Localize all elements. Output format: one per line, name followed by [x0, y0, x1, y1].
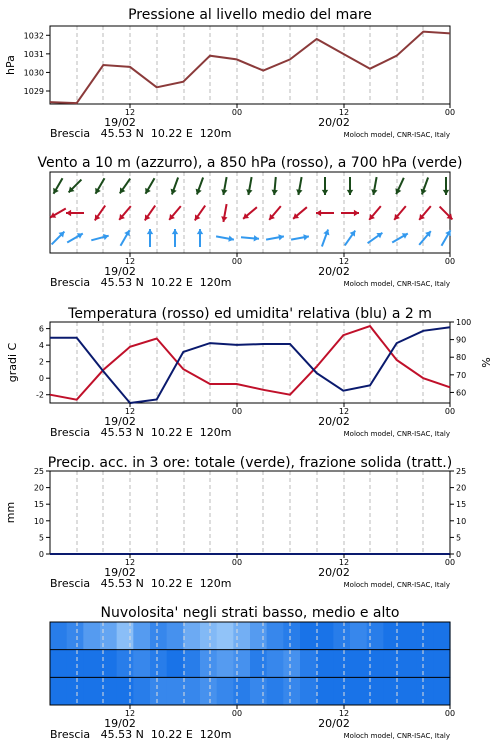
- x-tick-label: 12: [124, 108, 136, 117]
- cloud-cell: [400, 650, 417, 678]
- wind-arrow: [345, 231, 355, 246]
- cloud-cell: [167, 677, 184, 705]
- wind-arrow: [392, 233, 408, 242]
- y-tick-label: 4: [38, 341, 44, 351]
- wind-arrow: [322, 177, 328, 195]
- cloud-cell: [300, 622, 317, 650]
- credit-label: Moloch model, CNR-ISAC, Italy: [343, 732, 450, 740]
- cloud-cell: [200, 650, 217, 678]
- wind-arrow: [53, 178, 62, 194]
- wind-arrow: [269, 206, 281, 220]
- wind-arrow: [394, 206, 406, 220]
- y-tick-label: 1032: [23, 31, 44, 41]
- cloud-cell: [267, 677, 284, 705]
- y-tick-label: -2: [36, 390, 44, 400]
- cloud-cell: [367, 622, 384, 650]
- y-tick-label: 0: [38, 374, 44, 384]
- wind-arrow-head: [254, 235, 259, 241]
- chart-title: Pressione al livello medio del mare: [128, 7, 372, 23]
- y-tick-label: 1029: [23, 87, 44, 96]
- chart-title: Temperatura (rosso) ed umidita' relativa (blu) a 2 m: [68, 306, 432, 322]
- cloud-cell: [117, 622, 134, 650]
- wind-arrow: [291, 234, 309, 240]
- cloud-cell: [300, 650, 317, 678]
- wind-arrow: [241, 235, 259, 241]
- wind-arrow-head: [147, 229, 153, 234]
- cloud-cell: [417, 650, 434, 678]
- wind-arrow: [221, 204, 227, 222]
- y-tick-label-right: 60: [456, 388, 467, 398]
- y-tick-label: 20: [33, 483, 44, 493]
- cloud-cell: [67, 677, 84, 705]
- cloud-cell: [383, 622, 400, 650]
- y-axis-label: gradi C: [6, 342, 19, 383]
- cloud-cell: [433, 650, 450, 678]
- wind-arrow: [69, 180, 82, 193]
- x-tick-label: 12: [338, 558, 350, 567]
- cloud-cell: [50, 650, 67, 678]
- x-tick-label: 12: [124, 257, 136, 266]
- wind-arrow: [421, 178, 429, 195]
- wind-arrow: [50, 209, 66, 218]
- y-axis-label: mm: [4, 501, 17, 524]
- cloud-cell: [350, 677, 367, 705]
- x-date-label: 19/02: [104, 717, 136, 730]
- x-tick-label: 00: [444, 257, 456, 266]
- y-tick-label: 1030: [23, 68, 44, 78]
- cloud-cell: [183, 622, 200, 650]
- wind-arrow-head: [443, 190, 449, 195]
- y-tick-label-right: 90: [456, 335, 467, 345]
- x-tick-label: 12: [338, 108, 350, 117]
- cloud-cell: [233, 677, 250, 705]
- y-tick-label: 2: [38, 357, 44, 367]
- wind-arrow: [322, 230, 330, 247]
- cloud-cell: [200, 622, 217, 650]
- y-tick-label: 15: [33, 500, 44, 510]
- wind-arrow: [145, 206, 155, 221]
- temperature-line: [50, 326, 450, 400]
- y-axis-label-right: %: [480, 357, 493, 368]
- cloud-cell: [333, 622, 350, 650]
- y-tick-label-right: 25: [456, 467, 467, 476]
- wind-arrow: [246, 177, 252, 195]
- wind-arrow: [293, 207, 307, 219]
- wind-arrow: [296, 177, 302, 195]
- x-date-label: 19/02: [104, 415, 136, 428]
- cloud-cell: [167, 650, 184, 678]
- wind-arrow: [147, 229, 153, 247]
- wind-arrow-head: [354, 210, 359, 216]
- wind-arrow-head: [322, 190, 328, 195]
- credit-label: Moloch model, CNR-ISAC, Italy: [343, 280, 450, 288]
- location-label: Brescia 45.53 N 10.22 E 120m: [50, 276, 232, 289]
- y-tick-label: 0: [38, 550, 44, 559]
- y-tick-label: 6: [38, 324, 44, 334]
- x-date-label: 20/02: [318, 415, 350, 428]
- x-tick-label: 00: [231, 108, 243, 117]
- cloud-cell: [150, 622, 167, 650]
- cloud-cell: [133, 622, 150, 650]
- pressure-line: [50, 32, 450, 104]
- cloud-cell: [300, 677, 317, 705]
- cloud-cell: [183, 650, 200, 678]
- x-tick-label: 12: [338, 257, 350, 266]
- cloud-cell: [150, 677, 167, 705]
- wind-arrow: [216, 236, 234, 242]
- wind-arrow: [443, 177, 449, 195]
- x-tick-label: 00: [444, 407, 456, 416]
- cloud-cell: [433, 622, 450, 650]
- cloud-cell: [283, 677, 300, 705]
- y-tick-label-right: 10: [456, 516, 467, 526]
- wind-arrow-head: [347, 190, 353, 195]
- x-tick-label: 12: [124, 558, 136, 567]
- cloud-cell: [350, 650, 367, 678]
- wind-arrow: [91, 234, 108, 240]
- x-tick-label: 00: [231, 407, 243, 416]
- cloud-cell: [117, 650, 134, 678]
- cloud-cell: [233, 622, 250, 650]
- x-tick-label: 00: [231, 709, 243, 718]
- cloud-cell: [83, 677, 100, 705]
- wind-arrow: [221, 177, 227, 195]
- x-date-label: 20/02: [318, 116, 350, 129]
- x-tick-label: 00: [444, 709, 456, 718]
- credit-label: Moloch model, CNR-ISAC, Italy: [343, 430, 450, 438]
- chart-title: Precip. acc. in 3 ore: totale (verde), frazione solida (tratt.): [47, 455, 453, 471]
- chart-title: Vento a 10 m (azzurro), a 850 hPa (rosso), a 700 hPa (verde): [37, 155, 463, 171]
- y-axis-label: hPa: [4, 55, 17, 75]
- x-tick-label: 12: [124, 709, 136, 718]
- wind-arrow: [316, 210, 334, 216]
- cloud-cell: [50, 677, 67, 705]
- cloud-cell: [400, 622, 417, 650]
- cloud-cell: [350, 622, 367, 650]
- wind-arrow: [120, 179, 130, 194]
- x-tick-label: 12: [338, 407, 350, 416]
- plot-frame: [50, 471, 450, 554]
- cloud-cell: [417, 622, 434, 650]
- x-tick-label: 00: [444, 558, 456, 567]
- cloud-cell: [67, 622, 84, 650]
- location-label: Brescia 45.53 N 10.22 E 120m: [50, 728, 232, 741]
- cloud-cell: [283, 622, 300, 650]
- cloud-cell: [333, 650, 350, 678]
- cloud-cell: [83, 650, 100, 678]
- cloud-cell: [233, 650, 250, 678]
- location-label: Brescia 45.53 N 10.22 E 120m: [50, 577, 232, 590]
- wind-arrow: [419, 206, 431, 220]
- wind-arrow: [347, 177, 353, 195]
- x-date-label: 20/02: [318, 717, 350, 730]
- wind-arrow: [371, 177, 377, 195]
- cloud-cell: [400, 677, 417, 705]
- cloud-cell: [117, 677, 134, 705]
- cloud-cell: [267, 650, 284, 678]
- wind-arrow: [369, 206, 381, 220]
- y-tick-label: 1031: [23, 49, 44, 59]
- wind-arrow: [95, 206, 105, 221]
- cloud-cell: [383, 677, 400, 705]
- wind-arrow: [172, 229, 178, 247]
- x-date-label: 19/02: [104, 116, 136, 129]
- wind-arrow: [171, 178, 179, 195]
- credit-label: Moloch model, CNR-ISAC, Italy: [343, 581, 450, 589]
- y-tick-label-right: 100: [456, 318, 472, 327]
- cloud-cell: [250, 622, 267, 650]
- cloud-cell: [317, 622, 334, 650]
- wind-arrow-head: [272, 190, 278, 195]
- wind-arrow: [121, 230, 130, 246]
- wind-arrow: [145, 178, 154, 194]
- wind-arrow: [119, 206, 131, 220]
- cloud-cell: [417, 677, 434, 705]
- cloud-cell: [267, 622, 284, 650]
- wind-arrow: [419, 231, 431, 245]
- cloud-cell: [133, 650, 150, 678]
- wind-arrow-head: [197, 229, 203, 234]
- y-tick-label: 25: [33, 467, 44, 476]
- wind-arrow: [243, 207, 257, 219]
- wind-arrow: [266, 234, 284, 240]
- x-tick-label: 12: [124, 407, 136, 416]
- plot-frame: [50, 322, 450, 403]
- wind-arrow: [66, 210, 84, 216]
- cloud-cell: [283, 650, 300, 678]
- cloud-cell: [50, 622, 67, 650]
- cloud-cell: [167, 622, 184, 650]
- y-tick-label-right: 70: [456, 370, 467, 380]
- cloud-cell: [367, 677, 384, 705]
- cloud-cell: [83, 622, 100, 650]
- wind-arrow: [272, 177, 278, 195]
- x-tick-label: 00: [231, 558, 243, 567]
- wind-arrow-head: [172, 229, 178, 234]
- y-tick-label-right: 0: [456, 550, 462, 559]
- location-label: Brescia 45.53 N 10.22 E 120m: [50, 426, 232, 439]
- cloud-cell: [217, 677, 234, 705]
- wind-arrow-head: [66, 210, 71, 216]
- x-tick-label: 00: [444, 108, 456, 117]
- x-date-label: 19/02: [104, 566, 136, 579]
- cloud-cell: [250, 650, 267, 678]
- cloud-cell: [250, 677, 267, 705]
- wind-arrow-head: [103, 234, 109, 240]
- cloud-cell: [367, 650, 384, 678]
- cloud-cell: [150, 650, 167, 678]
- x-tick-label: 12: [338, 709, 350, 718]
- x-tick-label: 00: [231, 257, 243, 266]
- x-date-label: 20/02: [318, 566, 350, 579]
- cloud-cell: [217, 622, 234, 650]
- y-tick-label-right: 15: [456, 500, 467, 510]
- wind-arrow: [195, 206, 205, 221]
- cloud-cell: [217, 650, 234, 678]
- cloud-cell: [200, 677, 217, 705]
- wind-arrow: [67, 233, 83, 242]
- cloud-cell: [383, 650, 400, 678]
- wind-arrow: [169, 206, 181, 220]
- y-tick-label: 10: [33, 516, 44, 526]
- cloud-cell: [317, 677, 334, 705]
- credit-label: Moloch model, CNR-ISAC, Italy: [343, 131, 450, 139]
- y-tick-label-right: 5: [456, 533, 462, 543]
- x-date-label: 20/02: [318, 265, 350, 278]
- y-tick-label-right: 80: [456, 353, 467, 363]
- chart-title: Nuvolosita' negli strati basso, medio e alto: [100, 605, 400, 621]
- cloud-cell: [183, 677, 200, 705]
- cloud-cell: [333, 677, 350, 705]
- y-tick-label: 5: [38, 533, 44, 543]
- wind-arrow: [197, 229, 203, 247]
- location-label: Brescia 45.53 N 10.22 E 120m: [50, 127, 232, 140]
- wind-arrow: [196, 178, 204, 195]
- wind-arrow: [52, 232, 65, 245]
- cloud-cell: [433, 677, 450, 705]
- x-date-label: 19/02: [104, 265, 136, 278]
- cloud-cell: [317, 650, 334, 678]
- y-tick-label-right: 20: [456, 483, 467, 493]
- wind-arrow: [442, 230, 451, 246]
- cloud-cell: [67, 650, 84, 678]
- cloud-cell: [133, 677, 150, 705]
